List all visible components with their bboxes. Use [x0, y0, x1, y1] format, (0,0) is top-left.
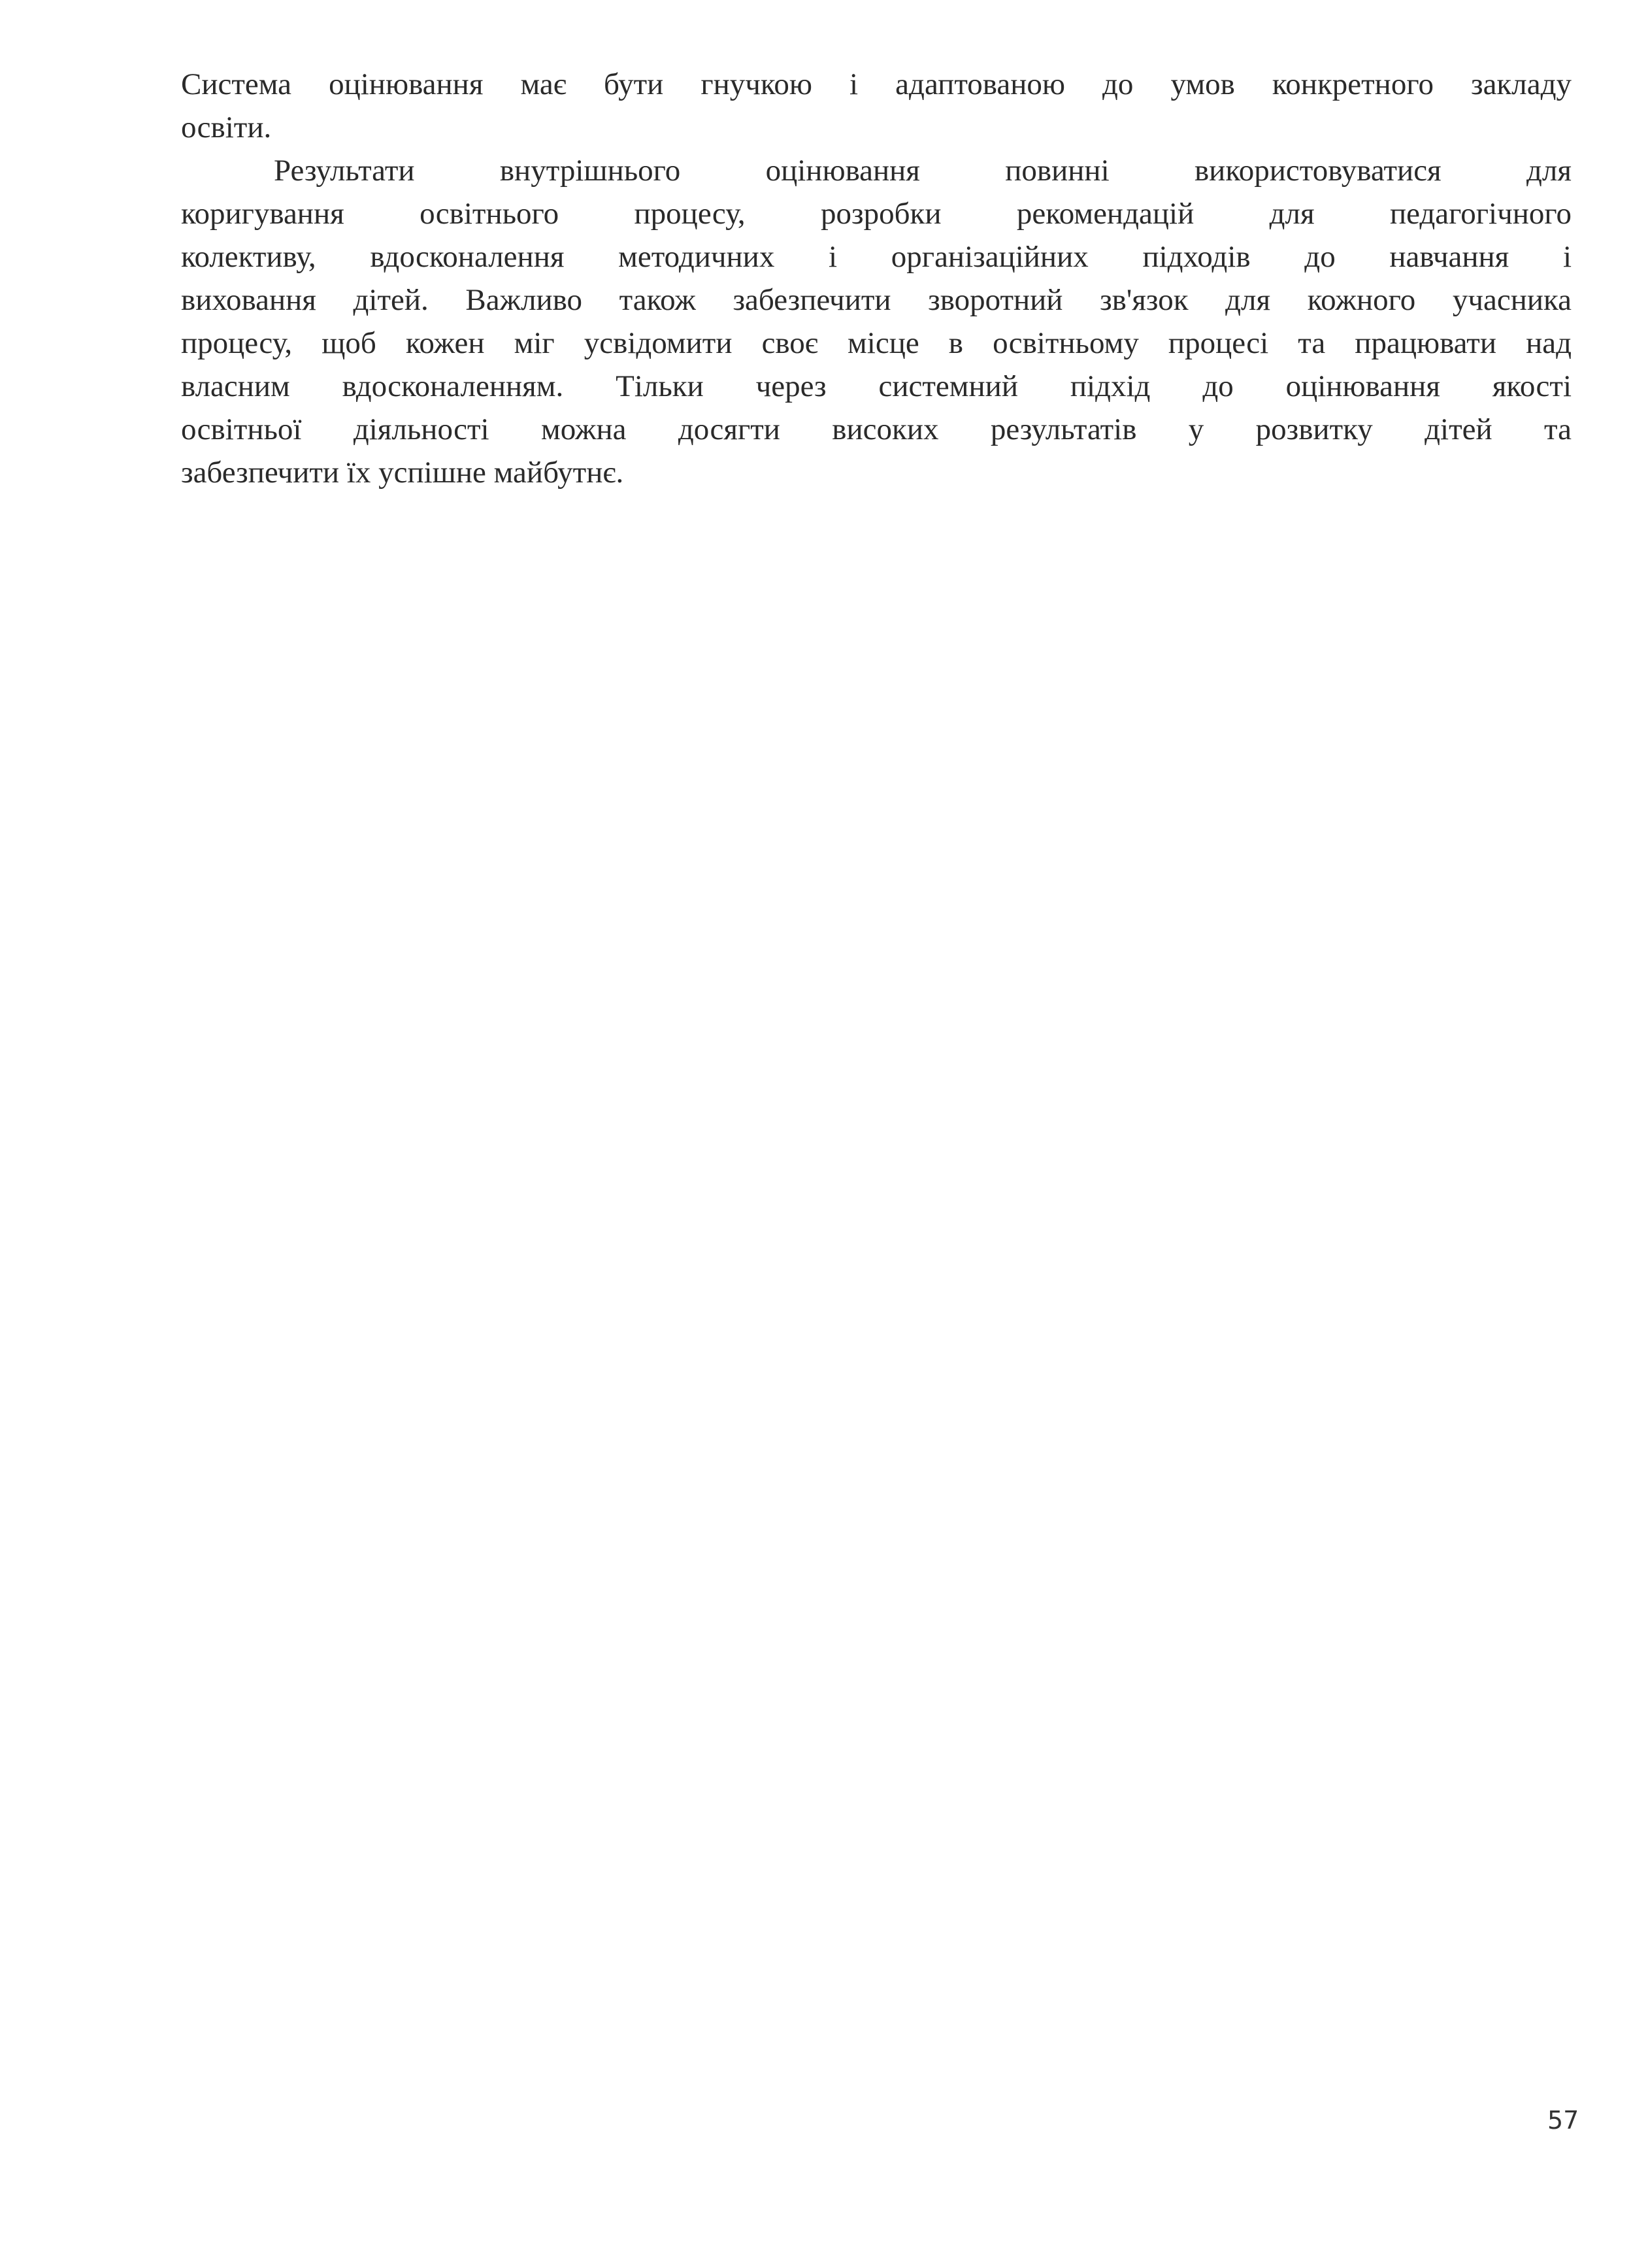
text-line: Результати внутрішнього оцінювання повинні використовуватися для: [274, 154, 1572, 188]
paragraph: [181, 63, 1572, 149]
text-line: власним вдосконаленням. Тільки через системний підхід до оцінювання якості: [181, 369, 1572, 403]
text-line: коригування освітнього процесу, розробки рекомендацій для педагогічного: [181, 197, 1572, 231]
text-line: виховання дітей. Важливо також забезпечити зворотний зв'язок для кожного учасника: [181, 283, 1572, 317]
text-line: колективу, вдосконалення методичних і організаційних підходів до навчання і: [181, 240, 1572, 274]
document-body: [181, 63, 1572, 494]
paragraph: [181, 149, 1572, 494]
text-line: процесу, щоб кожен міг усвідомити своє місце в освітньому процесі та працювати над: [181, 326, 1572, 360]
text-line: забезпечити їх успішне майбутнє.: [181, 456, 624, 490]
text-line: Система оцінювання має бути гнучкою і адаптованою до умов конкретного закладу: [181, 67, 1572, 101]
page-number: 57: [1547, 2106, 1579, 2135]
text-line: освіти.: [181, 110, 272, 144]
text-line: освітньої діяльності можна досягти високих результатів у розвитку дітей та: [181, 412, 1572, 446]
